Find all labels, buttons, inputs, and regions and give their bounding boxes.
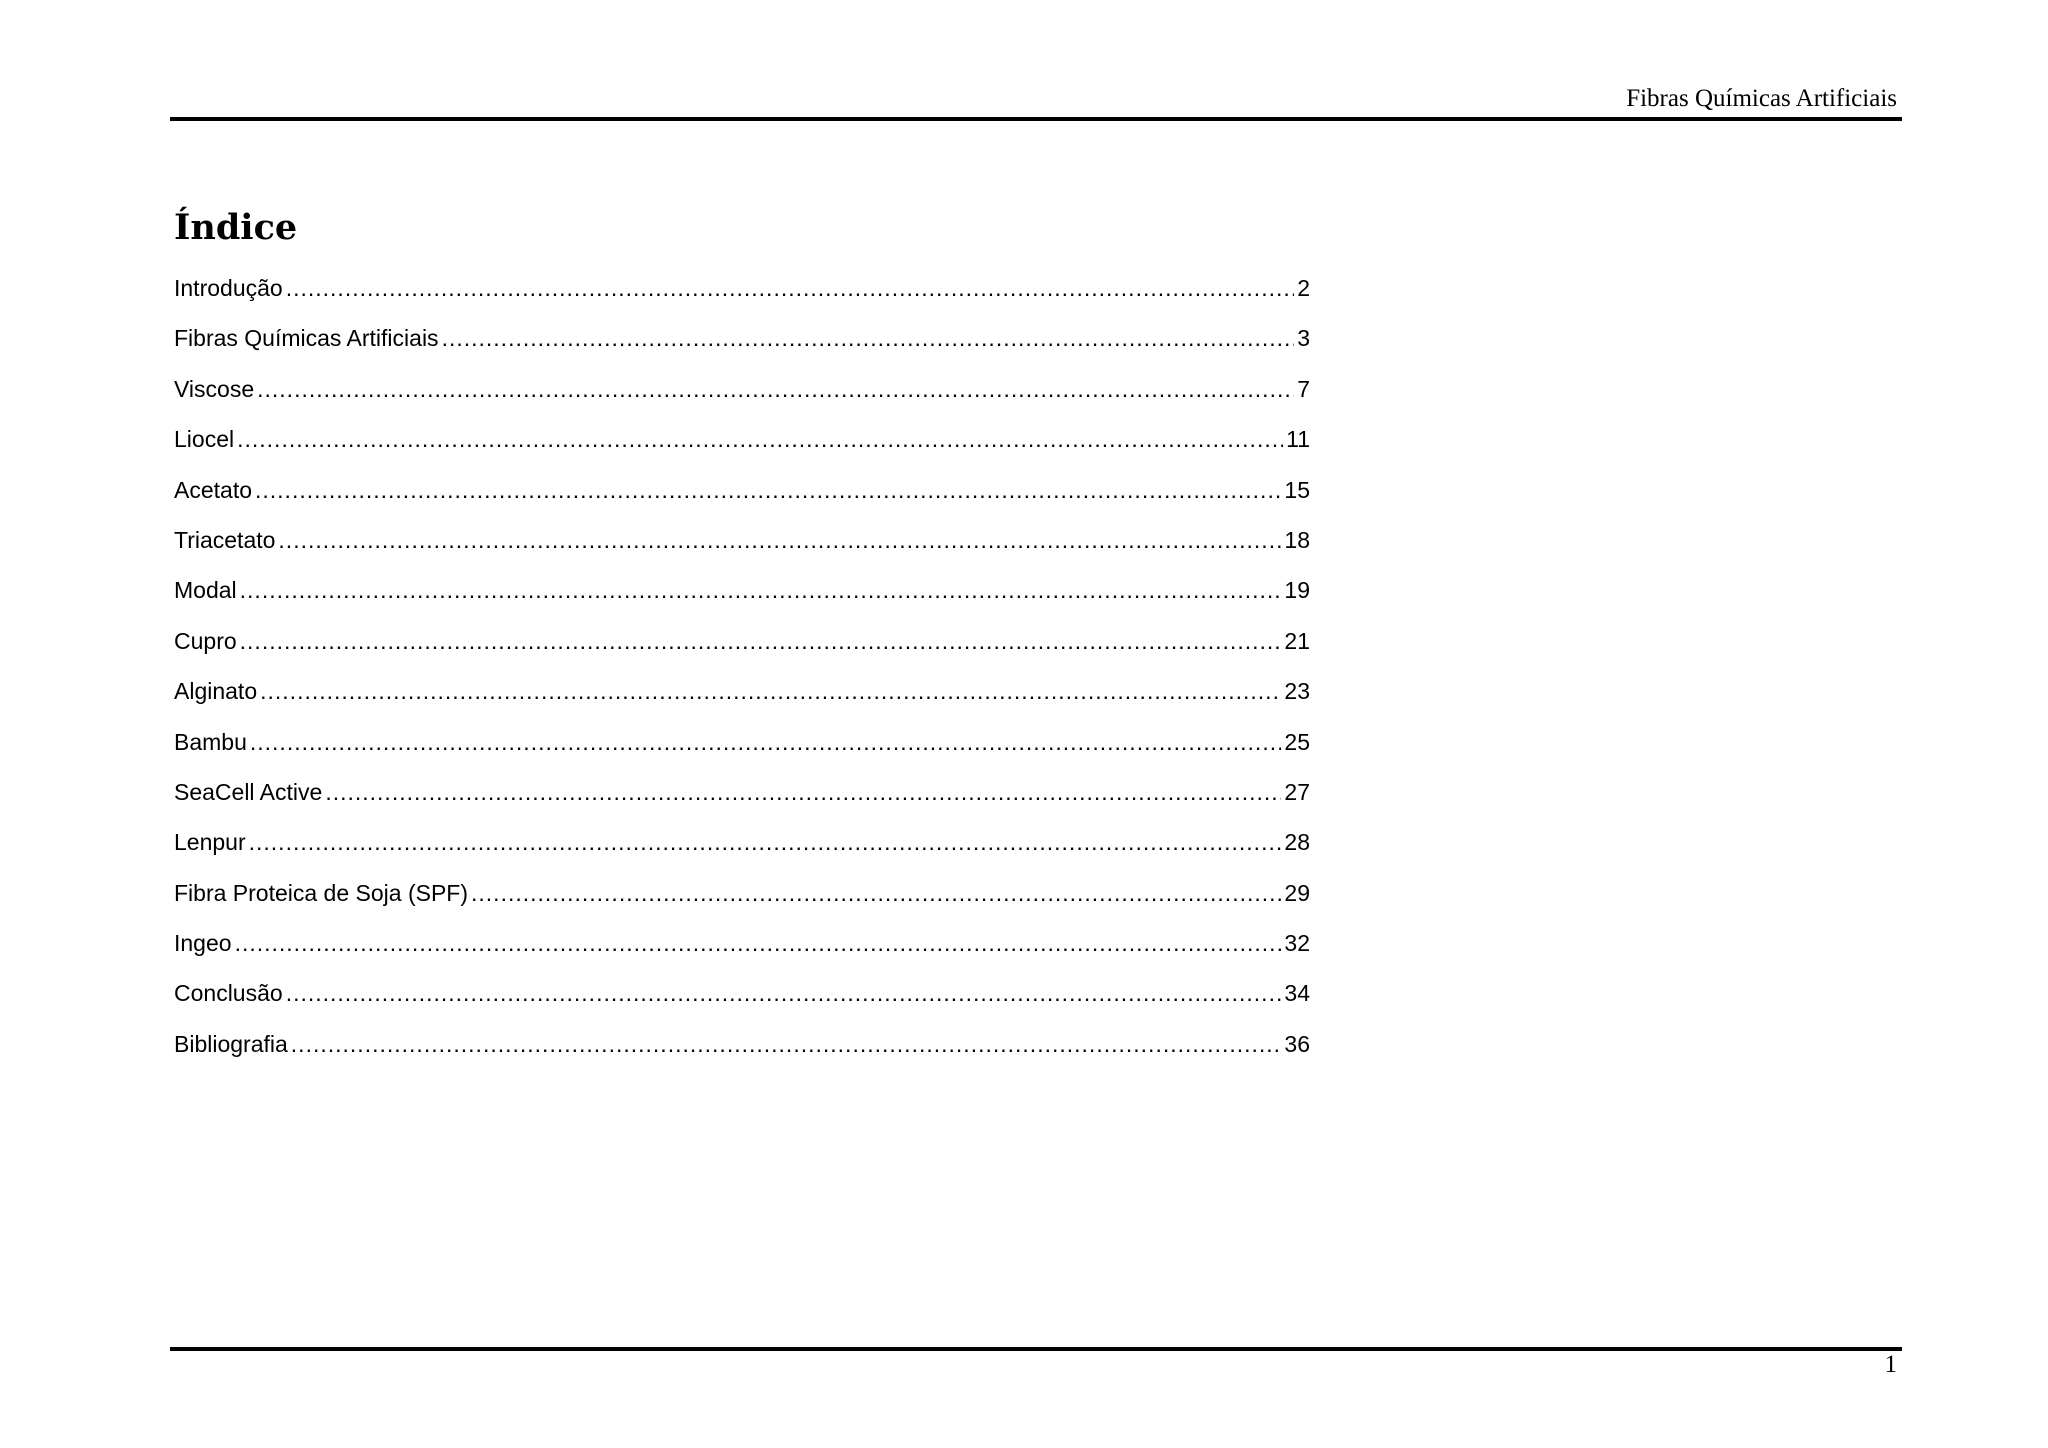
toc-entry-page: 15 — [1284, 476, 1310, 503]
toc-entry-fibras-quimicas-artificiais[interactable] — [174, 321, 1310, 371]
dot-leader — [249, 825, 1282, 859]
dot-leader — [250, 725, 1282, 759]
running-header-title: Fibras Químicas Artificiais — [1626, 85, 1897, 112]
toc-entry-label: Lenpur — [174, 829, 246, 856]
header-rule — [170, 117, 1902, 121]
toc-entry-cupro[interactable] — [174, 624, 1310, 674]
toc-entry-label: Bibliografia — [174, 1030, 288, 1057]
toc-entry-page: 23 — [1284, 678, 1310, 705]
toc-entry-introducao[interactable] — [174, 271, 1310, 321]
toc-entry-ingeo[interactable] — [174, 926, 1310, 976]
toc-entry-modal[interactable] — [174, 573, 1310, 623]
toc-entry-page: 25 — [1284, 728, 1310, 755]
dot-leader — [240, 624, 1282, 658]
toc-entry-page: 36 — [1284, 1030, 1310, 1057]
toc-entry-alginato[interactable] — [174, 674, 1310, 724]
toc-entry-page: 21 — [1284, 627, 1310, 654]
dot-leader — [255, 473, 1281, 507]
toc-entry-fibra-proteica-de-soja[interactable] — [174, 876, 1310, 926]
dot-leader — [237, 422, 1283, 456]
toc-entry-conclusao[interactable] — [174, 976, 1310, 1026]
dot-leader — [235, 926, 1282, 960]
dot-leader — [257, 372, 1294, 406]
toc-entry-lenpur[interactable] — [174, 825, 1310, 875]
toc-entry-bibliografia[interactable] — [174, 1027, 1310, 1077]
toc-entry-label: Cupro — [174, 627, 237, 654]
toc-entry-label: SeaCell Active — [174, 778, 323, 805]
toc-entry-page: 27 — [1284, 778, 1310, 805]
dot-leader — [260, 674, 1281, 708]
toc-entry-page: 3 — [1297, 325, 1310, 352]
toc-entry-label: Liocel — [174, 426, 235, 453]
dot-leader — [442, 321, 1295, 355]
toc-entry-seacell-active[interactable] — [174, 775, 1310, 825]
toc-entry-label: Modal — [174, 577, 237, 604]
toc-entry-page: 18 — [1284, 526, 1310, 553]
toc-entry-label: Introdução — [174, 275, 283, 301]
toc-entry-label: Triacetato — [174, 526, 276, 553]
table-of-contents — [174, 271, 1310, 1077]
toc-entry-label: Fibras Químicas Artificiais — [174, 325, 439, 352]
toc-entry-page: 32 — [1284, 930, 1310, 957]
dot-leader — [291, 1027, 1282, 1061]
toc-entry-page: 19 — [1284, 577, 1310, 604]
toc-entry-bambu[interactable] — [174, 725, 1310, 775]
toc-entry-label: Acetato — [174, 476, 252, 503]
footer-rule — [170, 1347, 1902, 1351]
toc-entry-page: 11 — [1286, 426, 1310, 453]
dot-leader — [240, 573, 1282, 607]
toc-entry-triacetato[interactable] — [174, 523, 1310, 573]
toc-entry-label: Bambu — [174, 728, 247, 755]
toc-entry-label: Viscose — [174, 375, 255, 402]
toc-entry-label: Ingeo — [174, 930, 232, 957]
toc-heading: Índice — [174, 207, 298, 248]
toc-entry-viscose[interactable] — [174, 372, 1310, 422]
dot-leader — [286, 271, 1295, 305]
toc-entry-page: 29 — [1284, 879, 1310, 906]
toc-entry-label: Fibra Proteica de Soja (SPF) — [174, 879, 469, 906]
page-number: 1 — [1884, 1351, 1897, 1378]
dot-leader — [286, 976, 1282, 1010]
toc-entry-label: Conclusão — [174, 980, 283, 1007]
toc-entry-page: 7 — [1297, 375, 1310, 402]
dot-leader — [471, 876, 1281, 910]
toc-entry-acetato[interactable] — [174, 473, 1310, 523]
dot-leader — [278, 523, 1281, 557]
toc-entry-liocel[interactable] — [174, 422, 1310, 472]
toc-entry-page: 28 — [1284, 829, 1310, 856]
toc-entry-page: 2 — [1297, 275, 1310, 301]
toc-entry-page: 34 — [1284, 980, 1310, 1007]
dot-leader — [325, 775, 1281, 809]
toc-entry-label: Alginato — [174, 678, 258, 705]
